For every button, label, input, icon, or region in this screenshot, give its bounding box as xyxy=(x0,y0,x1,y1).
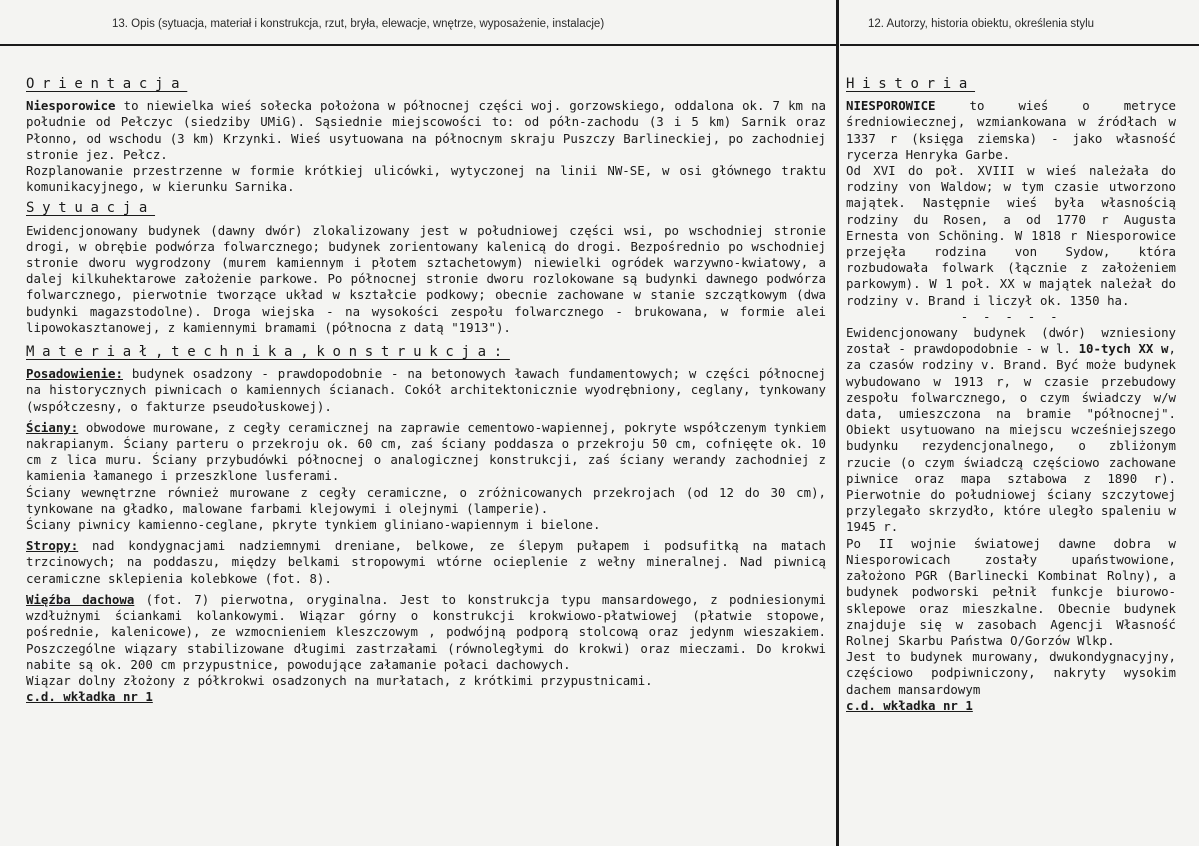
wiezba-text: (fot. 7) pierwotna, oryginalna. Jest to konstrukcja typu mansardowego, z podniesionymi wzdłużnymi ściankami kolankowymi. Wiązar górny o konstrukcji krokwiowo-płatwiowej (płatwie stopowe, pośrednie, kalenicowe), ze wzmocnieniem kleszczowym , podwójną podporą stolcową oraz jedynm wieszakiem. Poszczególne wiązary stabilizowane długimi zastrzałami (równoległymi do krokwi) oraz mieczami. Do krokwi nabite są ok. 200 cm przypustnice, powodujące załamanie połaci dachowych. xyxy=(26,591,826,672)
header-left-label: 13. Opis (sytuacja, materiał i konstrukcja, rzut, bryła, elewacje, wnętrze, wyposażenie, instalacje) xyxy=(112,18,605,30)
heading-sytuacja: Sytuacja xyxy=(26,200,156,217)
heading-material: Materiał,technika,konstrukcja: xyxy=(26,344,510,361)
header-rule-right xyxy=(840,44,1199,46)
header-rule-left xyxy=(0,44,836,46)
historia-text: to wieś o metryce średniowiecznej, wzmiankowana w źródłach w 1337 r (księga ziemska) - jako własność rycerza Henryka Garbe. xyxy=(846,98,1176,162)
sciany-text: obwodowe murowane, z cegły ceramicznej na zaprawie cementowo-wapiennej, pokryte współczenym tynkiem nakrapianym. Ściany parteru o przekroju ok. 60 cm, zaś ściany poddasza o przekroju 50 cm, cofnięęte ok. 10 cm z lica muru. Ściany przybudówki północnej o analogicznej konstrukcji, zaś ściany werandy zachodniej z kamienia łamanego i przeszklone lusferami. xyxy=(26,419,826,484)
orientacja-term: Niesporowice xyxy=(26,98,116,114)
sciany-paragraph-2: Ściany wewnętrzne również murowane z cegły ceramiczne, o zróżnicowanych przekrojach (od 12 do 30 cm), tynkowane na gładko, malowane farbami klejowymi i olejnymi (lamperie). xyxy=(26,484,826,516)
orientacja-paragraph-2: Rozplanowanie przestrzenne w formie krótkiej ulicówki, wytyczonej na linii NW-SE, w osi głównego traktu komunikacyjnego, w kierunku Sarnika. xyxy=(26,163,826,195)
sciany-paragraph xyxy=(26,420,826,485)
column-divider xyxy=(836,0,839,846)
orientacja-paragraph-1 xyxy=(26,98,826,163)
orientacja-text: to niewielka wieś sołecka położona w północnej części woj. gorzowskiego, oddalona ok. 7 km na południe od Pełczyc (siedziby UMiG). Sąsiednie miejscowości to: od półn-zachodu (3 i 5 km) Sarnik oraz Płonno, od wschodu (3 km) Krzynki. Wieś usytuowana na północnym skraju Puszczy Barlineckiej, po zachodniej stronie jez. Pełcz. xyxy=(26,98,826,162)
stropy-term: Stropy: xyxy=(26,538,79,554)
sytuacja-paragraph: Ewidencjonowany budynek (dawny dwór) zlokalizowany jest w południowej części wsi, po wschodniej stronie drogi, w obrębie podwórza folwarcznego; budynek zorientowany kalenicą do drogi. Bezpośrednio po wschodniej stronie dworu wygrodzony (murem kamiennym i płotem sztachetowym) niewielki ogródek warzywno-kwiatowy, a dalej kilkuhektarowe założenie parkowe. Po północnej stronie dworu rozlokowane są budynki dawnego podwórza folwarcznego, pierwotnie tworzące układ w kształcie podkowy; obecnie zachowane w stanie szczątkowym (dwa budynki magazstodolne). Droga wiejska - na wysokości zespołu folwarcznego - brukowana, w formie alei lipowokasztanowej, z kamiennymi bramami (północna z datą "1913"). xyxy=(26,222,826,335)
sciany-term: Ściany: xyxy=(26,419,79,435)
continued-note-left: c.d. wkładka nr 1 xyxy=(26,689,153,705)
wiezba-paragraph xyxy=(26,592,826,673)
historia-paragraph-2: Od XVI do poł. XVIII w wieś należała do rodziny von Waldow; w tym czasie utworzono majątek. Następnie wieś była własnością rodziny du Rosen, a od 1770 r Augusta Ernesta von Schöning. W 1818 r Niesporowice przejęła rodzina von Sydow, która rozbudowała folwark (łącznie z założeniem parkowym). W 1 poł. XX w majątek należał do rodziny v. Brand i liczył ok. 1350 ha. xyxy=(846,163,1176,308)
historia-p3-bold: 10-tych XX w xyxy=(1078,341,1169,357)
header-right-label: 12. Autorzy, historia obiektu, określenia stylu xyxy=(868,18,1095,30)
stropy-text: nad kondygnacjami nadziemnymi dreniane, belkowe, ze ślepym pułapem i podsufitką na matach trzcinowych; na poddaszu, między belkami stropowymi wtórne ocieplenie z wełny mineralnej. Nad piwnicą ceramiczne sklepienia kolebkowe (fot. 8). xyxy=(26,538,826,586)
history-column xyxy=(846,76,1176,714)
historia-paragraph-3 xyxy=(846,325,1176,536)
description-column xyxy=(26,76,826,705)
sciany-paragraph-3: Ściany piwnicy kamienno-ceglane, pkryte tynkiem gliniano-wapiennym i bielone. xyxy=(26,517,601,533)
section-dashes: - - - - - xyxy=(960,308,1062,324)
wiezba-paragraph-2: Wiązar dolny złożony z półkrokwi osadzonych na murłatach, z krótkimi przypustnicami. xyxy=(26,672,653,688)
historia-paragraph-5: Jest to budynek murowany, dwukondygnacyjny, częściowo podpiwniczony, nakryty wysokim dachem mansardowym xyxy=(846,649,1176,697)
stropy-paragraph xyxy=(26,538,826,587)
historia-p3-a: Ewidencjonowany budynek (dwór) wzniesiony został - prawdopodobnie - w l. xyxy=(846,325,1176,357)
continued-note-right: c.d. wkładka nr 1 xyxy=(846,697,973,713)
heading-orientacja: Orientacja xyxy=(26,76,188,92)
historia-p3-b: , za czasów rodziny v. Brand. Być może budynek wybudowano w 1913 r, w czasie przebudowy zespołu folwarcznego, o czym świadczy w/w data, umieszczona na bramie "północnej". Obiekt usytuowano na miejscu wcześniejszego budynku rezydencjonalnego, o zbliżonym rzucie (o czym świadczą częściowo zachowane piwnice oraz mapa sztabowa z 1890 r). Pierwotnie do południowej ściany szczytowej przylegało skrzydło, które uległo spaleniu w 1945 r. xyxy=(846,341,1176,535)
posadowienie-text: budynek osadzony - prawdopodobnie - na betonowych ławach fundamentowych; w części północnej na historycznych piwnicach o kamiennych ścianach. Cokół architektonicznie wyodrębniony, ceglany, tynkowany (współczesny, o fakturze pseudołuskowej). xyxy=(26,366,826,414)
posadowienie-term: Posadowienie: xyxy=(26,366,123,382)
posadowienie-paragraph xyxy=(26,366,826,415)
historia-paragraph-4: Po II wojnie światowej dawne dobra w Niesporowicach zostały upaństwowione, założono PGR (Barlinecki Kombinat Rolny), a budynek podworski pełnił funkcje biurowo-sklepowe oraz mieszkalne. Obecnie budynek znajduje się w zasobach Agencji Własność Rolnej Skarbu Państwa O/Gorzów Wlkp. xyxy=(846,535,1176,648)
heading-historia: Historia xyxy=(846,76,976,92)
historia-paragraph-1 xyxy=(846,98,1176,163)
wiezba-term: Więźba dachowa xyxy=(26,591,135,607)
historia-term: NIESPOROWICE xyxy=(846,98,936,114)
